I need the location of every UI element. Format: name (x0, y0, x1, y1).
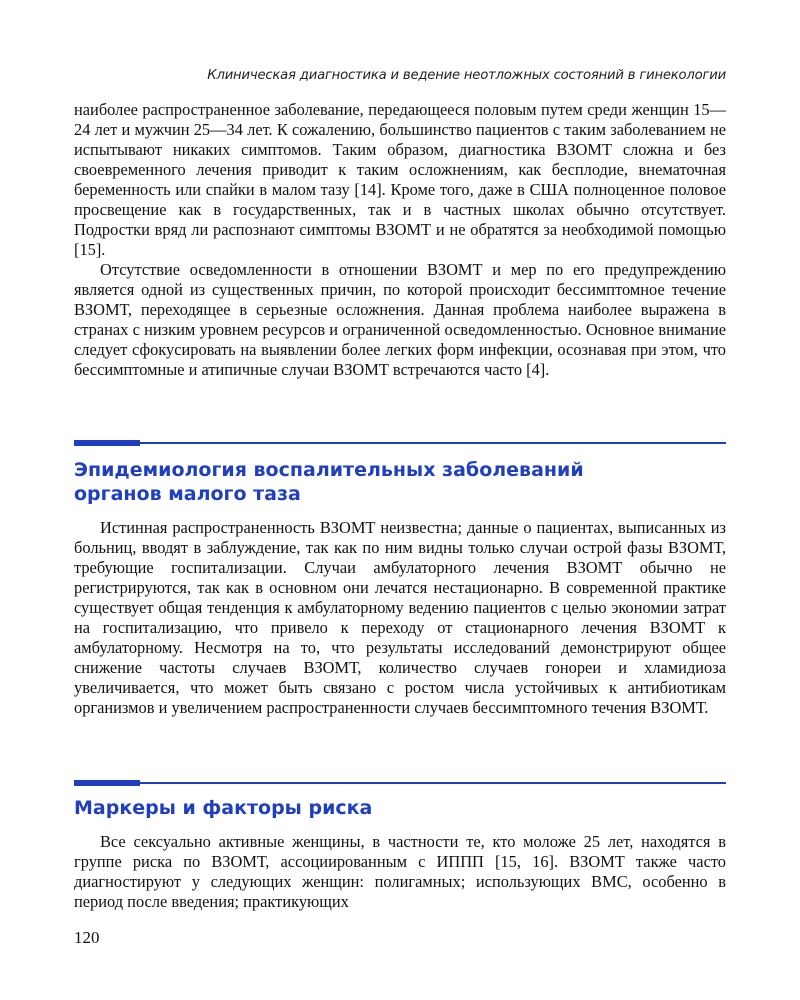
section-divider-epidemiology (74, 442, 726, 444)
page-number: 120 (74, 928, 100, 947)
heading-line-1: Эпидемиология воспалительных заболеваний (74, 459, 584, 481)
heading-line-2: органов малого таза (74, 483, 301, 505)
epidemiology-text (74, 518, 726, 718)
section-heading-epidemiology (74, 458, 726, 506)
section-divider-markers (74, 782, 726, 784)
intro-text (74, 100, 726, 380)
divider-accent (74, 780, 140, 786)
intro-paragraph-2: Отсутствие осведомленности в отношении ВЗОМТ и мер по его предупреждению является одной из существенных причин, по которой происходит бессимптомное течение ВЗОМТ, переходящее в серьезные осложнения. Данная проблема наиболее выражена в странах с низким уровнем ресурсов и ограниченной осведомленностью. Основное внимание следует сфокусировать на выявлении более легких форм инфекции, осознавая при этом, что бессимптомные и атипичные случаи ВЗОМТ встречаются часто [4]. (74, 260, 726, 379)
running-head: Клиническая диагностика и ведение неотложных состояний в гинекологии (207, 68, 726, 83)
epidemiology-paragraph: Истинная распространенность ВЗОМТ неизвестна; данные о пациентах, выписанных из больниц, вводят в заблуждение, так как по ним видны только случаи острой фазы ВЗОМТ, требующие госпитализации. Случаи амбулаторного лечения ВЗОМТ обычно не регистрируются, так как в основном они лечатся нестационарно. В современной практике существует общая тенденция к амбулаторному ведению пациентов с целью экономии затрат на госпитализацию, что привело к переходу от стационарного лечения ВЗОМТ к амбулаторному. Несмотря на то, что результаты исследований демонстрируют общее снижение частоты случаев ВЗОМТ, количество случаев гонореи и хламидиоза увеличивается, что может быть связано с ростом числа устойчивых к антибиотикам организмов и увеличением распространенности случаев бессимптомного течения ВЗОМТ. (74, 518, 726, 717)
markers-text (74, 832, 726, 912)
markers-paragraph: Все сексуально активные женщины, в частности те, кто моложе 25 лет, находятся в группе риска по ВЗОМТ, ассоциированным с ИППП [15, 16]. ВЗОМТ также часто диагностируют у следующих женщин: полигамных; использующих ВМС, особенно в период после введения; практикующих (74, 832, 726, 911)
intro-paragraph-1: наиболее распространенное заболевание, передающееся половым путем среди женщин 15—24 лет и мужчин 25—34 лет. К сожалению, большинство пациентов с таким заболеванием не испытывают никаких симптомов. Таким образом, диагностика ВЗОМТ сложна и без своевременного лечения приводит к таким осложнениям, как бесплодие, внематочная беременность или спайки в малом тазу [14]. Кроме того, даже в США полноценное половое просвещение как в государственных, так и в частных школах обычно отсутствует. Подростки вряд ли распознают симптомы ВЗОМТ и не обратятся за необходимой помощью [15]. (74, 100, 726, 259)
section-heading-markers: Маркеры и факторы риска (74, 797, 373, 819)
divider-accent (74, 440, 140, 446)
